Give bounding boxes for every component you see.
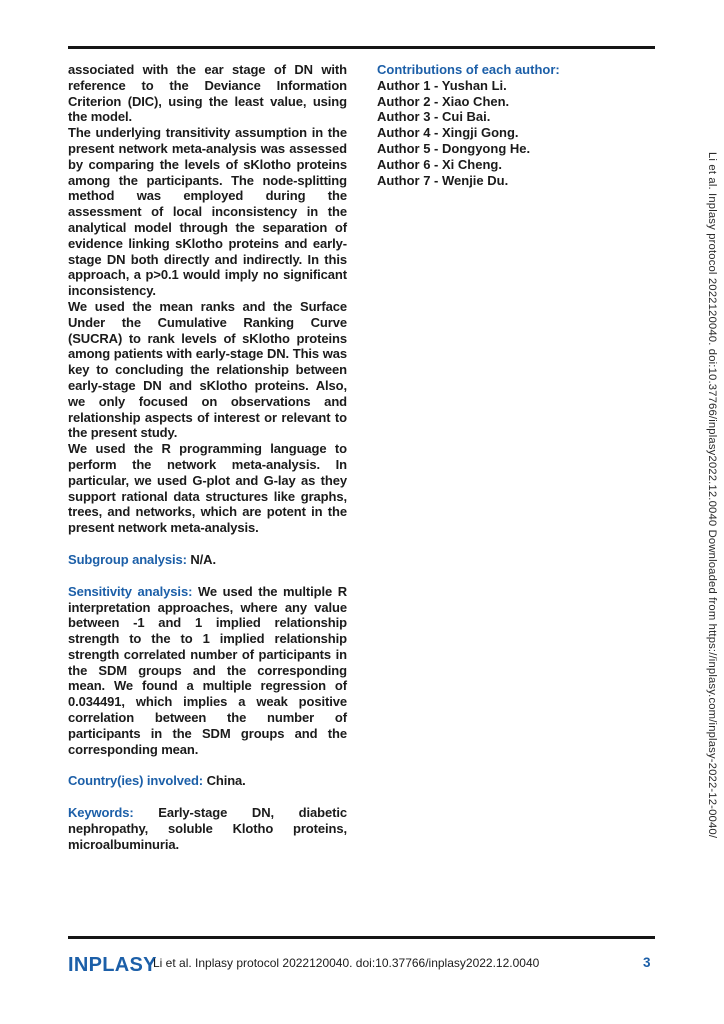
- section-country-involved: [68, 773, 347, 789]
- author-line: Author 6 - Xi Cheng.: [377, 156, 502, 172]
- section-subgroup-analysis: [68, 552, 347, 568]
- body-left-column: [68, 62, 347, 853]
- author-line: Author 7 - Wenjie Du.: [377, 172, 509, 188]
- section-text: Early-stage DN, diabetic nephropathy, soluble Klotho proteins, microalbuminuria.: [68, 805, 348, 852]
- footer-citation: Li et al. Inplasy protocol 2022120040. doi:10.37766/inplasy2022.12.0040: [153, 956, 540, 970]
- paragraph: associated with the ear stage of DN with reference to the Deviance Information Criterion (DIC), using the least value, using the model.: [68, 62, 347, 125]
- paragraph: The underlying transitivity assumption in the present network meta-analysis was assessed by comparing the levels of sKlotho proteins among the participants. The node-splitting method was employed during the assessment of local inconsistency in the analytical model through the separation of evidence linking sKlotho proteins and early-stage DN both directly and indirectly. In this approach, a p>0.1 would imply no significant inconsistency.: [68, 125, 347, 299]
- section-label: Sensitivity analysis:: [68, 583, 193, 599]
- top-rule: [68, 46, 655, 49]
- contributions-column: [377, 62, 655, 853]
- section-text: We used the multiple R interpretation approaches, where any value between -1 and 1 implied relationship strength to the to 1 implied relationship strength correlated number of participants in the SDM groups and the corresponding mean. We found a multiple regression of 0.034491, which implies a weak positive correlation between the number of participants in the SDM groups and the corresponding mean.: [68, 583, 348, 757]
- author-line: Author 3 - Cui Bai.: [377, 109, 491, 125]
- author-line: Author 2 - Xiao Chen.: [377, 93, 510, 109]
- contributions-heading: Contributions of each author:: [377, 62, 560, 77]
- section-text: N/A.: [190, 551, 216, 567]
- paragraph: We used the R programming language to perform the network meta-analysis. In particular, we used G-plot and G-lay as they support rational data structures like graphs, trees, and networks, which are potent in the present network meta-analysis.: [68, 441, 347, 536]
- author-line: Author 1 - Yushan Li.: [377, 77, 507, 93]
- content-columns: [68, 62, 655, 853]
- section-sensitivity-analysis: [68, 584, 347, 758]
- paragraph: We used the mean ranks and the Surface Under the Cumulative Ranking Curve (SUCRA) to rank levels of sKlotho proteins among patients with early-stage DN. This was key to concluding the relationship between early-stage DN and sKlotho proteins. Also, we only focused on observations and relationship aspects of interest or relevant to the present study.: [68, 298, 347, 441]
- page-number: 3: [643, 955, 651, 970]
- rotated-side-citation: Li et al. Inplasy protocol 2022120040. doi:10.37766/inplasy2022.12.0040 Downloaded from https://inplasy.com/inplasy-2022-12-0040/: [706, 152, 718, 839]
- author-line: Author 4 - Xingji Gong.: [377, 125, 519, 141]
- section-label: Country(ies) involved:: [68, 773, 204, 789]
- author-line: Author 5 - Dongyong He.: [377, 140, 531, 156]
- footer-rule: [68, 936, 655, 939]
- section-label: Subgroup analysis:: [68, 551, 187, 567]
- section-text: China.: [206, 773, 246, 789]
- section-keywords: [68, 805, 347, 852]
- inplasy-logo: INPLASY: [68, 954, 157, 976]
- section-label: Keywords:: [68, 805, 134, 821]
